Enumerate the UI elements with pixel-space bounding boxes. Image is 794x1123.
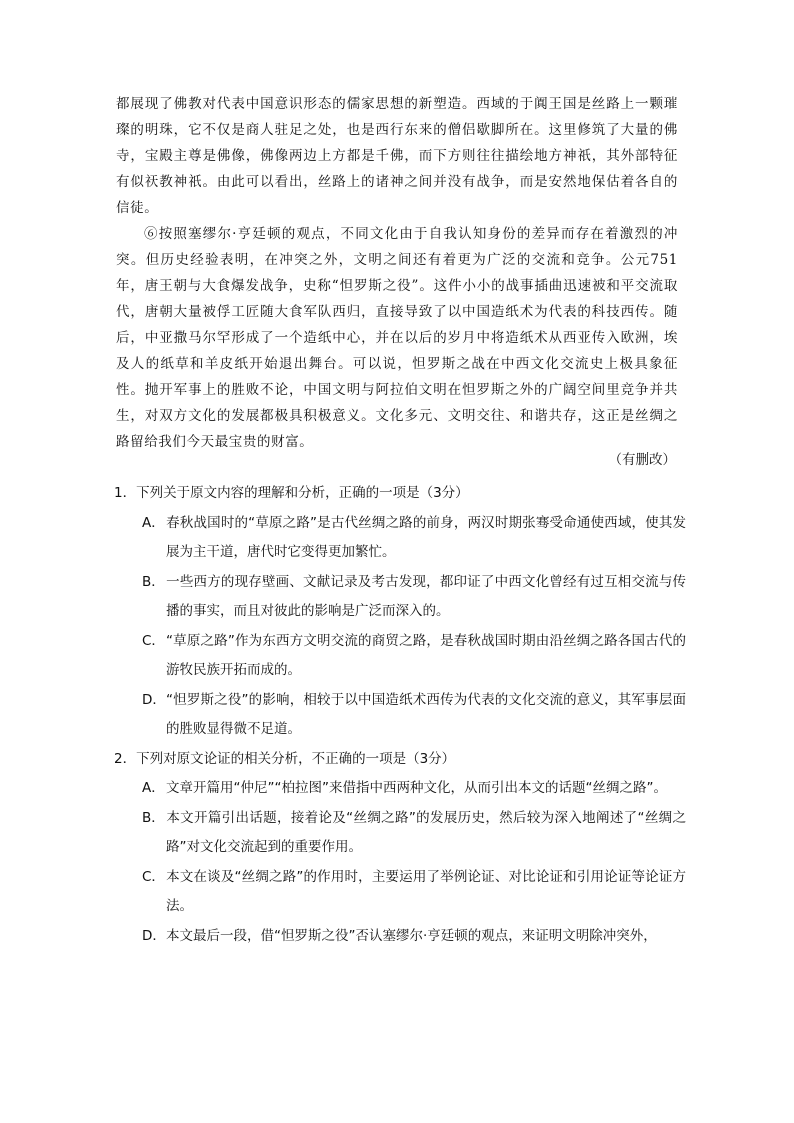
option-text: 文章开篇用“仲尼”“柏拉图”来借指中西两种文化，从而引出本文的话题“丝绸之路”。	[166, 780, 667, 796]
question-1	[114, 479, 686, 745]
option-letter: B．	[142, 809, 165, 826]
option-text: 本文在谈及“丝绸之路”的作用时，主要运用了举例论证、对比论证和引用论证等论证方法。	[166, 868, 686, 914]
option-letter: C．	[142, 632, 165, 649]
option-d	[114, 686, 686, 745]
option-text: 一些西方的现存壁画、文献记录及考古发现，都印证了中西文化曾经有过互相交流与传播的事实，而且对彼此的影响是广泛而深入的。	[166, 573, 686, 619]
passage-paragraph-6: ⑥按照塞缪尔·亨廷顿的观点，不同文化由于自我认知身份的差异而存在着激烈的冲突。但历史经验表明，在冲突之外，文明之间还有着更为广泛的交流和竞争。公元751年，唐王朝与大食爆发战争，史称“怛罗斯之役”。这件小小的战事插曲迅速被和平交流取代，唐朝大量被俘工匠随大食军队西归，直接导致了以中国造纸术为代表的科技西传。随后，中亚撒马尔罕形成了一个造纸中心，并在以后的岁月中将造纸术从西亚传入欧洲，埃及人的纸草和羊皮纸开始退出舞台。可以说，怛罗斯之战在中西文化交流史上极具象征性。抛开军事上的胜败不论，中国文明与阿拉伯文明在怛罗斯之外的广阔空间里竞争并共生，对双方文化的发展都极具积极意义。文化多元、文明交往、和谐共存，这正是丝绸之路留给我们今天最宝贵的财富。	[116, 226, 678, 450]
question-2	[114, 745, 686, 952]
option-letter: C．	[142, 868, 165, 885]
option-text: 春秋战国时的“草原之路”是古代丝绸之路的前身，两汉时期张骞受命通使西域，使其发展为主干道，唐代时它变得更加繁忙。	[166, 514, 686, 560]
question-stem: 1．下列关于原文内容的理解和分析，正确的一项是（3分）	[114, 485, 469, 501]
passage-paragraph-continued: 都展现了佛教对代表中国意识形态的儒家思想的新塑造。西域的于阗王国是丝路上一颗璀璨的明珠，它不仅是商人驻足之处，也是西行东来的僧侣歇脚所在。这里修筑了大量的佛寺，宝殿主尊是佛像，佛像两边上方都是千佛，而下方则往往描绘地方神祇，其外部特征有似祆教神祇。由此可以看出，丝路上的诸神之间并没有战争，而是安然地保估着各自的信徒。	[116, 96, 678, 216]
option-c	[114, 627, 686, 686]
option-letter: D．	[142, 691, 166, 708]
option-text: “草原之路”作为东西方文明交流的商贸之路，是春秋战国时期由沿丝绸之路各国古代的游牧民族开拓而成的。	[166, 632, 686, 678]
option-text: “怛罗斯之役”的影响，相较于以中国造纸术西传为代表的文化交流的意义，其军事层面的胜败显得微不足道。	[166, 691, 686, 737]
question-list	[114, 479, 686, 951]
reading-passage	[116, 91, 678, 455]
option-letter: A．	[142, 780, 165, 796]
option-a	[114, 774, 686, 804]
source-note: （有删改）	[608, 452, 676, 468]
option-d	[114, 922, 686, 952]
option-c	[114, 863, 686, 922]
option-letter: D．	[142, 927, 166, 944]
option-letter: A．	[142, 514, 165, 531]
option-b	[114, 568, 686, 627]
option-text: 本文开篇引出话题，接着论及“丝绸之路”的发展历史，然后较为深入地阐述了“丝绸之路”对文化交流起到的重要作用。	[166, 809, 686, 855]
option-letter: B．	[142, 573, 165, 590]
option-a	[114, 509, 686, 568]
option-text: 本文最后一段，借“怛罗斯之役”否认塞缪尔·亨廷顿的观点，来证明文明除冲突外，	[166, 927, 657, 944]
option-b	[114, 804, 686, 863]
question-stem: 2．下列对原文论证的相关分析，不正确的一项是（3分）	[114, 750, 456, 767]
